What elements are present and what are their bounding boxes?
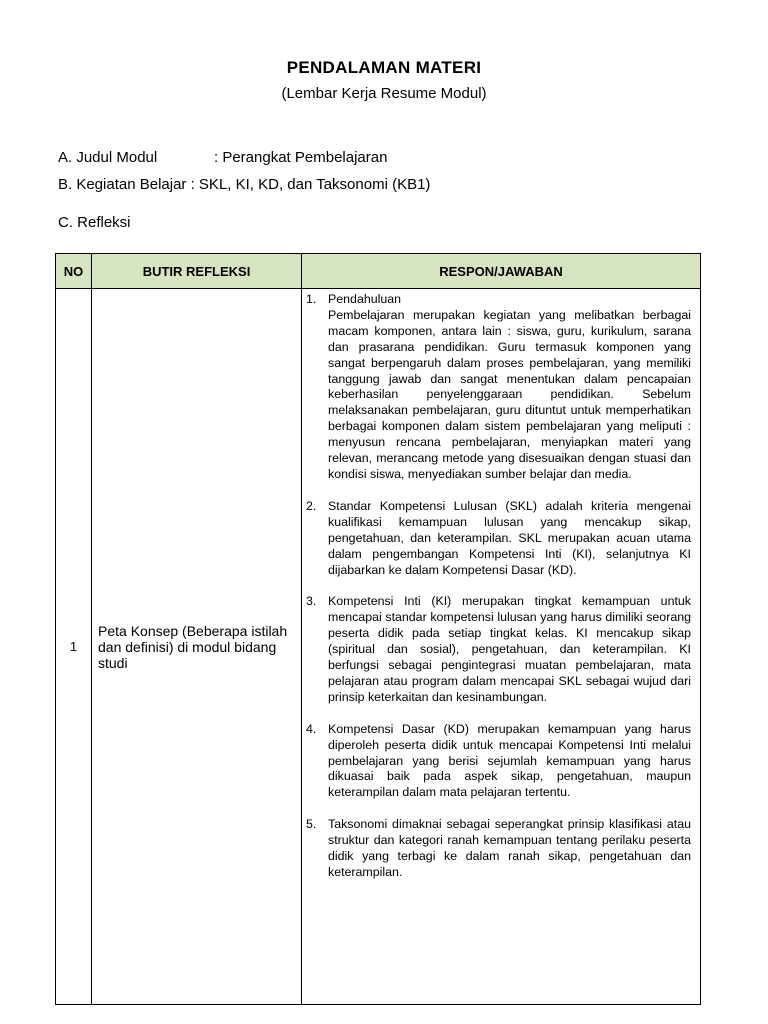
item-title: Pendahuluan bbox=[328, 292, 402, 306]
item-number: 1. bbox=[306, 292, 317, 306]
respon-item bbox=[306, 722, 691, 802]
refleksi-table bbox=[55, 253, 701, 1005]
respon-item bbox=[306, 499, 691, 579]
item-text: Standar Kompetensi Lulusan (SKL) adalah kriteria mengenai kualifikasi kemampuan lulusan yang mencakup sikap, pengetahuan, dan keterampilan. SKL merupakan acuan utama dalam pengembangan Kompetensi Inti (KI), selanjutnya KI dijabarkan ke dalam Kompetensi Dasar (KD). bbox=[328, 498, 691, 577]
item-number: 4. bbox=[306, 721, 317, 736]
item-number: 3. bbox=[306, 594, 317, 609]
header-butir-refleksi: BUTIR REFLEKSI bbox=[92, 254, 302, 289]
respon-item bbox=[306, 292, 691, 483]
header-no: NO bbox=[56, 254, 92, 289]
item-text: Kompetensi Dasar (KD) merupakan kemampuan yang harus diperoleh peserta didik untuk mencapai Kompetensi Inti melalui pembelajaran yang berisi sejumlah kemampuan yang harus dikuasai baik pada aspek sikap, pengetahuan, maupun keterampilan dalam mata pelajaran tertentu. bbox=[328, 721, 691, 800]
respon-item bbox=[306, 594, 691, 705]
respon-cell bbox=[302, 289, 701, 1005]
item-number: 2. bbox=[306, 498, 317, 513]
butir-refleksi-cell: Peta Konsep (Beberapa istilah dan definisi) di modul bidang studi bbox=[92, 289, 302, 1005]
kegiatan-belajar-value: : SKL, KI, KD, dan Taksonomi (KB1) bbox=[190, 176, 431, 193]
kegiatan-belajar-row bbox=[58, 176, 430, 193]
row-number: 1 bbox=[56, 289, 92, 1005]
judul-modul-label: A. Judul Modul bbox=[58, 149, 158, 166]
item-text: Kompetensi Inti (KI) merupakan tingkat kemampuan untuk mencapai standar kompetensi lulusan yang harus dimiliki seorang peserta didik pada setiap tingkat kelas. KI mencakup sikap (spiritual dan sosial), pengetahuan, dan keterampilan. KI berfungsi sebagai pengintegrasi muatan pembelajaran, mata pelajaran atau program dalam mencapai SKL sebagai wujud dari prinsip keterkaitan dan kesinambungan. bbox=[328, 594, 691, 704]
respon-list bbox=[306, 292, 691, 881]
item-number: 5. bbox=[306, 817, 317, 832]
refleksi-label: C. Refleksi bbox=[58, 214, 131, 231]
item-text: Pembelajaran merupakan kegiatan yang melibatkan berbagai macam komponen, antara lain : siswa, guru, kurikulum, sarana dan prasarana pendidikan. Guru termasuk komponen yang sangat berpengaruh dalam proses pembelajaran, yang memiliki tanggung jawab dan sangat menentukan dalam pencapaian keberhasilan penyelenggaraan pendidikan. Sebelum melaksanakan pembelajaran, guru dituntut untuk memperhatikan berbagai komponen dalam sistem pembelajaran yang meliputi : menyusun rencana pembelajaran, menyiapkan materi yang relevan, merancang metode yang disesuaikan dengan stuasi dan kondisi siswa, menyediakan sumber belajar dan media. bbox=[328, 307, 691, 481]
judul-modul-row bbox=[58, 149, 387, 166]
respon-item bbox=[306, 817, 691, 881]
table-header-row bbox=[56, 254, 701, 289]
document-title: PENDALAMAN MATERI bbox=[286, 58, 482, 77]
header-respon-jawaban: RESPON/JAWABAN bbox=[302, 254, 701, 289]
table-row bbox=[56, 289, 701, 1005]
document-subtitle: (Lembar Kerja Resume Modul) bbox=[281, 85, 487, 102]
judul-modul-value: : Perangkat Pembelajaran bbox=[214, 149, 388, 166]
kegiatan-belajar-label: B. Kegiatan Belajar bbox=[58, 176, 187, 193]
item-text: Taksonomi dimaknai sebagai seperangkat prinsip klasifikasi atau struktur dan kategori ranah kemampuan tentang perilaku peserta didik yang terbagi ke dalam ranah sikap, pengetahuan dan keterampilan. bbox=[328, 817, 691, 879]
